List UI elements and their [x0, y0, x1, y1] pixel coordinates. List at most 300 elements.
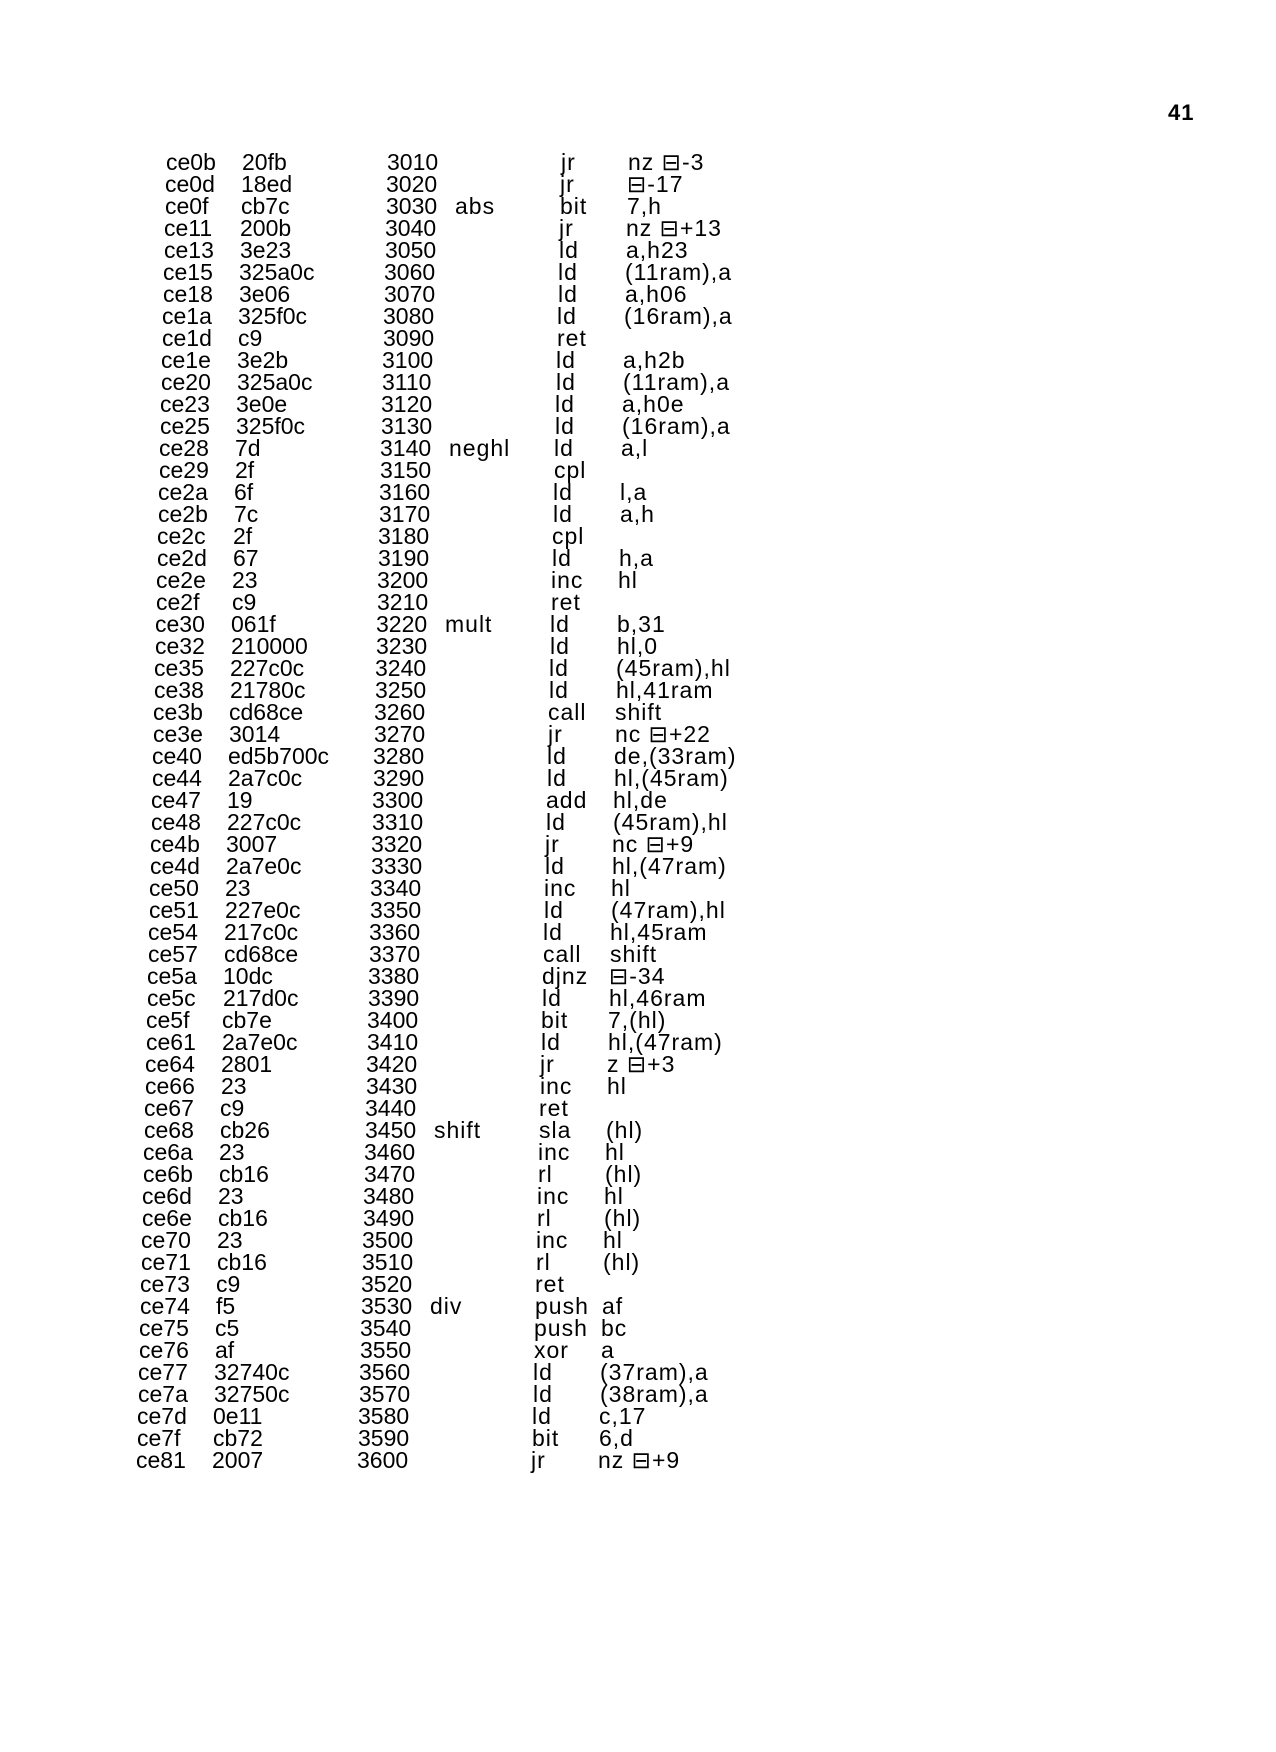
mnemonic: ret	[551, 589, 581, 615]
machine-code: 227e0c	[225, 897, 301, 923]
mnemonic: inc	[536, 1227, 569, 1253]
line-number: 3410	[367, 1029, 419, 1055]
mnemonic: ld	[553, 501, 573, 527]
mnemonic: jr	[559, 215, 574, 241]
line-number: 3220	[376, 611, 428, 637]
machine-code: 325a0c	[237, 369, 313, 395]
machine-code: 32740c	[214, 1359, 290, 1385]
mnemonic: ld	[549, 677, 569, 703]
address: ce75	[139, 1315, 189, 1341]
mnemonic: push	[534, 1315, 588, 1341]
listing-row	[159, 458, 1276, 482]
mnemonic: ret	[557, 325, 587, 351]
machine-code: 3e23	[240, 237, 292, 263]
operand: nz ⊟+13	[626, 215, 722, 241]
operand: (11ram),a	[625, 259, 732, 285]
machine-code: 7d	[235, 435, 261, 461]
operand: hl,(45ram)	[614, 765, 729, 791]
line-number: 3390	[368, 985, 420, 1011]
machine-code: 325f0c	[236, 413, 306, 439]
address: ce74	[140, 1293, 190, 1319]
address: ce0f	[165, 193, 209, 219]
address: ce40	[152, 743, 202, 769]
operand: 7,h	[627, 193, 662, 219]
operand: nz ⊟-3	[628, 149, 705, 175]
machine-code: 19	[227, 787, 253, 813]
mnemonic: sla	[539, 1117, 572, 1143]
address: ce23	[160, 391, 210, 417]
listing-row	[165, 172, 1276, 196]
line-number: 3520	[361, 1271, 413, 1297]
listing-row	[137, 1426, 1276, 1450]
address: ce47	[151, 787, 201, 813]
machine-code: 3e2b	[237, 347, 289, 373]
mnemonic: ld	[550, 611, 570, 637]
label: div	[430, 1293, 463, 1319]
page-number: 41	[1168, 100, 1195, 125]
operand: hl	[618, 567, 638, 593]
address: ce48	[151, 809, 201, 835]
mnemonic: ld	[558, 281, 578, 307]
mnemonic: add	[546, 787, 588, 813]
line-number: 3310	[372, 809, 424, 835]
listing-row	[148, 920, 1276, 944]
listing-row	[138, 1382, 1276, 1406]
address: ce3e	[153, 721, 203, 747]
line-number: 3040	[385, 215, 437, 241]
listing-row	[141, 1250, 1276, 1274]
machine-code: 67	[233, 545, 259, 571]
line-number: 3250	[375, 677, 427, 703]
mnemonic: inc	[537, 1183, 570, 1209]
address: ce64	[145, 1051, 195, 1077]
mnemonic: ld	[547, 743, 567, 769]
line-number: 3090	[383, 325, 435, 351]
listing-row	[144, 1096, 1276, 1120]
label: shift	[434, 1117, 482, 1143]
listing-row	[156, 568, 1276, 592]
mnemonic: ld	[533, 1381, 553, 1407]
line-number: 3160	[379, 479, 431, 505]
listing-row	[143, 1140, 1276, 1164]
operand: a,h0e	[622, 391, 685, 417]
mnemonic: call	[543, 941, 582, 967]
mnemonic: inc	[540, 1073, 573, 1099]
mnemonic: ld	[542, 985, 562, 1011]
line-number: 3100	[382, 347, 434, 373]
address: ce6a	[143, 1139, 193, 1165]
operand: hl,0	[617, 633, 659, 659]
line-number: 3290	[373, 765, 425, 791]
operand: hl	[607, 1073, 627, 1099]
line-number: 3170	[379, 501, 431, 527]
mnemonic: ret	[539, 1095, 569, 1121]
machine-code: cd68ce	[224, 941, 299, 967]
line-number: 3190	[378, 545, 430, 571]
address: ce7d	[137, 1403, 187, 1429]
machine-code: 23	[219, 1139, 245, 1165]
operand: (hl)	[603, 1249, 641, 1275]
line-number: 3350	[370, 897, 422, 923]
operand: l,a	[620, 479, 648, 505]
address: ce1e	[161, 347, 211, 373]
address: ce38	[154, 677, 204, 703]
machine-code: cd68ce	[229, 699, 304, 725]
line-number: 3500	[362, 1227, 414, 1253]
machine-code: 3e06	[239, 281, 291, 307]
listing-row	[140, 1294, 1276, 1318]
mnemonic: cpl	[554, 457, 587, 483]
machine-code: 325a0c	[239, 259, 315, 285]
address: ce29	[159, 457, 209, 483]
address: ce68	[144, 1117, 194, 1143]
address: ce32	[155, 633, 205, 659]
line-number: 3400	[367, 1007, 419, 1033]
mnemonic: ld	[552, 545, 572, 571]
line-number: 3150	[380, 457, 432, 483]
address: ce35	[154, 655, 204, 681]
operand: h,a	[619, 545, 654, 571]
operand: (37ram),a	[600, 1359, 709, 1385]
line-number: 3510	[362, 1249, 414, 1275]
mnemonic: ld	[546, 809, 566, 835]
line-number: 3430	[366, 1073, 418, 1099]
machine-code: 23	[225, 875, 251, 901]
address: ce6e	[142, 1205, 192, 1231]
listing-row	[147, 986, 1276, 1010]
operand: hl	[605, 1139, 625, 1165]
listing-row	[142, 1184, 1276, 1208]
address: ce6b	[143, 1161, 193, 1187]
line-number: 3200	[377, 567, 429, 593]
label: neghl	[449, 435, 511, 461]
machine-code: 227c0c	[230, 655, 305, 681]
line-number: 3010	[387, 149, 439, 175]
machine-code: af	[215, 1337, 235, 1363]
listing-row	[141, 1228, 1276, 1252]
line-number: 3600	[357, 1447, 409, 1473]
operand: bc	[601, 1315, 628, 1341]
address: ce6d	[142, 1183, 192, 1209]
listing-row	[158, 480, 1276, 504]
listing-row	[155, 612, 1276, 636]
mnemonic: bit	[560, 193, 588, 219]
line-number: 3050	[385, 237, 437, 263]
operand: nz ⊟+9	[598, 1447, 681, 1473]
machine-code: 2f	[233, 523, 253, 549]
line-number: 3210	[377, 589, 429, 615]
operand: (hl)	[604, 1205, 642, 1231]
address: ce7a	[138, 1381, 188, 1407]
mnemonic: ret	[535, 1271, 565, 1297]
mnemonic: ld	[549, 655, 569, 681]
address: ce2b	[158, 501, 208, 527]
machine-code: 23	[217, 1227, 243, 1253]
line-number: 3370	[369, 941, 421, 967]
mnemonic: ld	[558, 259, 578, 285]
mnemonic: ld	[547, 765, 567, 791]
mnemonic: ld	[556, 347, 576, 373]
address: ce1a	[162, 303, 212, 329]
mnemonic: rl	[537, 1205, 552, 1231]
machine-code: cb16	[219, 1161, 269, 1187]
address: ce2c	[157, 523, 206, 549]
operand: (45ram),hl	[613, 809, 728, 835]
listing-row	[146, 1030, 1276, 1054]
address: ce18	[163, 281, 213, 307]
line-number: 3570	[359, 1381, 411, 1407]
line-number: 3460	[364, 1139, 416, 1165]
listing-row	[158, 502, 1276, 526]
listing-row	[156, 590, 1276, 614]
line-number: 3550	[360, 1337, 412, 1363]
line-number: 3020	[386, 171, 438, 197]
operand: hl	[603, 1227, 623, 1253]
machine-code: 210000	[231, 633, 308, 659]
machine-code: 32750c	[214, 1381, 290, 1407]
address: ce54	[148, 919, 198, 945]
operand: (16ram),a	[624, 303, 733, 329]
machine-code: c5	[215, 1315, 240, 1341]
listing-row	[161, 370, 1276, 394]
listing-row	[164, 216, 1276, 240]
machine-code: 2801	[221, 1051, 273, 1077]
mnemonic: ld	[559, 237, 579, 263]
mnemonic: inc	[544, 875, 577, 901]
mnemonic: ld	[550, 633, 570, 659]
operand: shift	[615, 699, 663, 725]
address: ce11	[164, 215, 213, 241]
operand: hl,46ram	[609, 985, 707, 1011]
operand: a,h06	[625, 281, 688, 307]
listing-row	[150, 854, 1276, 878]
address: ce51	[149, 897, 199, 923]
address: ce81	[136, 1447, 186, 1473]
operand: a,l	[621, 435, 649, 461]
machine-code: 20fb	[242, 149, 287, 175]
machine-code: 227c0c	[227, 809, 302, 835]
line-number: 3280	[373, 743, 425, 769]
mnemonic: call	[548, 699, 587, 725]
operand: a,h	[620, 501, 655, 527]
line-number: 3180	[378, 523, 430, 549]
line-number: 3110	[382, 369, 432, 395]
listing-row	[142, 1206, 1276, 1230]
address: ce7f	[137, 1425, 181, 1451]
listing-row	[154, 678, 1276, 702]
line-number: 3440	[365, 1095, 417, 1121]
machine-code: 3e0e	[236, 391, 288, 417]
line-number: 3270	[374, 721, 426, 747]
machine-code: cb72	[213, 1425, 263, 1451]
address: ce2a	[158, 479, 208, 505]
operand: de,(33ram)	[614, 743, 737, 769]
machine-code: 2a7c0c	[228, 765, 303, 791]
address: ce30	[155, 611, 205, 637]
machine-code: 3014	[229, 721, 281, 747]
mnemonic: inc	[551, 567, 584, 593]
address: ce2f	[156, 589, 200, 615]
listing-row	[139, 1316, 1276, 1340]
address: ce67	[144, 1095, 194, 1121]
operand: (hl)	[605, 1161, 643, 1187]
listing-row	[145, 1074, 1276, 1098]
operand: (hl)	[606, 1117, 644, 1143]
address: ce4d	[150, 853, 200, 879]
machine-code: 10dc	[223, 963, 273, 989]
machine-code: cb26	[220, 1117, 270, 1143]
line-number: 3230	[376, 633, 428, 659]
mnemonic: jr	[548, 721, 563, 747]
operand: b,31	[617, 611, 666, 637]
operand: (38ram),a	[600, 1381, 709, 1407]
line-number: 3030	[386, 193, 438, 219]
label: abs	[455, 193, 496, 219]
mnemonic: bit	[532, 1425, 560, 1451]
line-number: 3120	[381, 391, 433, 417]
machine-code: cb7c	[241, 193, 290, 219]
machine-code: c9	[232, 589, 257, 615]
operand: nc ⊟+22	[615, 721, 711, 747]
operand: shift	[610, 941, 658, 967]
address: ce77	[138, 1359, 188, 1385]
listing-row	[145, 1052, 1276, 1076]
mnemonic: jr	[540, 1051, 555, 1077]
machine-code: cb16	[218, 1205, 268, 1231]
mnemonic: djnz	[542, 963, 589, 989]
mnemonic: ld	[557, 303, 577, 329]
mnemonic: ld	[556, 369, 576, 395]
line-number: 3380	[368, 963, 420, 989]
machine-code: 2a7e0c	[222, 1029, 298, 1055]
address: ce4b	[150, 831, 200, 857]
line-number: 3080	[383, 303, 435, 329]
machine-code: 2f	[235, 457, 255, 483]
mnemonic: ld	[533, 1359, 553, 1385]
mnemonic: bit	[541, 1007, 569, 1033]
mnemonic: rl	[536, 1249, 551, 1275]
operand: 7,(hl)	[608, 1007, 667, 1033]
machine-code: 2007	[212, 1447, 264, 1473]
machine-code: cb7e	[222, 1007, 272, 1033]
operand: af	[602, 1293, 624, 1319]
machine-code: 0e11	[213, 1403, 263, 1429]
operand: hl,(47ram)	[608, 1029, 723, 1055]
machine-code: 3007	[226, 831, 278, 857]
operand: hl,de	[613, 787, 668, 813]
operand: nc ⊟+9	[612, 831, 695, 857]
machine-code: 217d0c	[223, 985, 299, 1011]
mnemonic: ld	[555, 413, 575, 439]
address: ce71	[141, 1249, 191, 1275]
listing-row	[143, 1162, 1276, 1186]
listing-row	[157, 524, 1276, 548]
address: ce70	[141, 1227, 191, 1253]
machine-code: 21780c	[230, 677, 306, 703]
line-number: 3130	[381, 413, 433, 439]
mnemonic: jr	[545, 831, 560, 857]
address: ce5f	[146, 1007, 190, 1033]
line-number: 3450	[365, 1117, 417, 1143]
listing-row	[162, 304, 1276, 328]
listing-row	[136, 1448, 1276, 1472]
mnemonic: jr	[560, 171, 575, 197]
address: ce0b	[166, 149, 216, 175]
label: mult	[445, 611, 493, 637]
operand: hl,41ram	[616, 677, 714, 703]
operand: (47ram),hl	[611, 897, 726, 923]
line-number: 3420	[366, 1051, 418, 1077]
listing-row	[160, 414, 1276, 438]
machine-code: cb16	[217, 1249, 267, 1275]
listing-row	[151, 810, 1276, 834]
listing-row	[153, 700, 1276, 724]
address: ce20	[161, 369, 211, 395]
listing-row	[152, 766, 1276, 790]
mnemonic: cpl	[552, 523, 585, 549]
mnemonic: ld	[541, 1029, 561, 1055]
listing-row	[163, 260, 1276, 284]
address: ce2e	[156, 567, 206, 593]
address: ce3b	[153, 699, 203, 725]
mnemonic: jr	[561, 149, 576, 175]
address: ce57	[148, 941, 198, 967]
mnemonic: inc	[538, 1139, 571, 1165]
listing-row	[149, 898, 1276, 922]
operand: (16ram),a	[622, 413, 731, 439]
address: ce13	[164, 237, 214, 263]
machine-code: 061f	[231, 611, 276, 637]
line-number: 3070	[384, 281, 436, 307]
address: ce1d	[162, 325, 212, 351]
machine-code: 325f0c	[238, 303, 308, 329]
mnemonic: ld	[532, 1403, 552, 1429]
mnemonic: ld	[543, 919, 563, 945]
mnemonic: xor	[534, 1337, 569, 1363]
mnemonic: push	[535, 1293, 589, 1319]
machine-code: 7c	[234, 501, 259, 527]
machine-code: 2a7e0c	[226, 853, 302, 879]
address: ce44	[152, 765, 202, 791]
machine-code: 23	[221, 1073, 247, 1099]
operand: hl,(47ram)	[612, 853, 727, 879]
address: ce66	[145, 1073, 195, 1099]
operand: hl	[604, 1183, 624, 1209]
listing-row	[137, 1404, 1276, 1428]
address: ce76	[139, 1337, 189, 1363]
mnemonic: ld	[554, 435, 574, 461]
line-number: 3580	[358, 1403, 410, 1429]
address: ce0d	[165, 171, 215, 197]
address: ce61	[146, 1029, 196, 1055]
operand: c,17	[599, 1403, 647, 1429]
machine-code: c9	[216, 1271, 241, 1297]
machine-code: 217c0c	[224, 919, 299, 945]
listing-row	[166, 150, 1276, 174]
operand: hl,45ram	[610, 919, 708, 945]
line-number: 3590	[358, 1425, 410, 1451]
mnemonic: ld	[555, 391, 575, 417]
machine-code: 200b	[240, 215, 292, 241]
mnemonic: ld	[545, 853, 565, 879]
operand: z ⊟+3	[607, 1051, 676, 1077]
listing-row	[144, 1118, 1276, 1142]
line-number: 3360	[369, 919, 421, 945]
operand: 6,d	[599, 1425, 634, 1451]
machine-code: 18ed	[241, 171, 293, 197]
address: ce73	[140, 1271, 190, 1297]
line-number: 3240	[375, 655, 427, 681]
